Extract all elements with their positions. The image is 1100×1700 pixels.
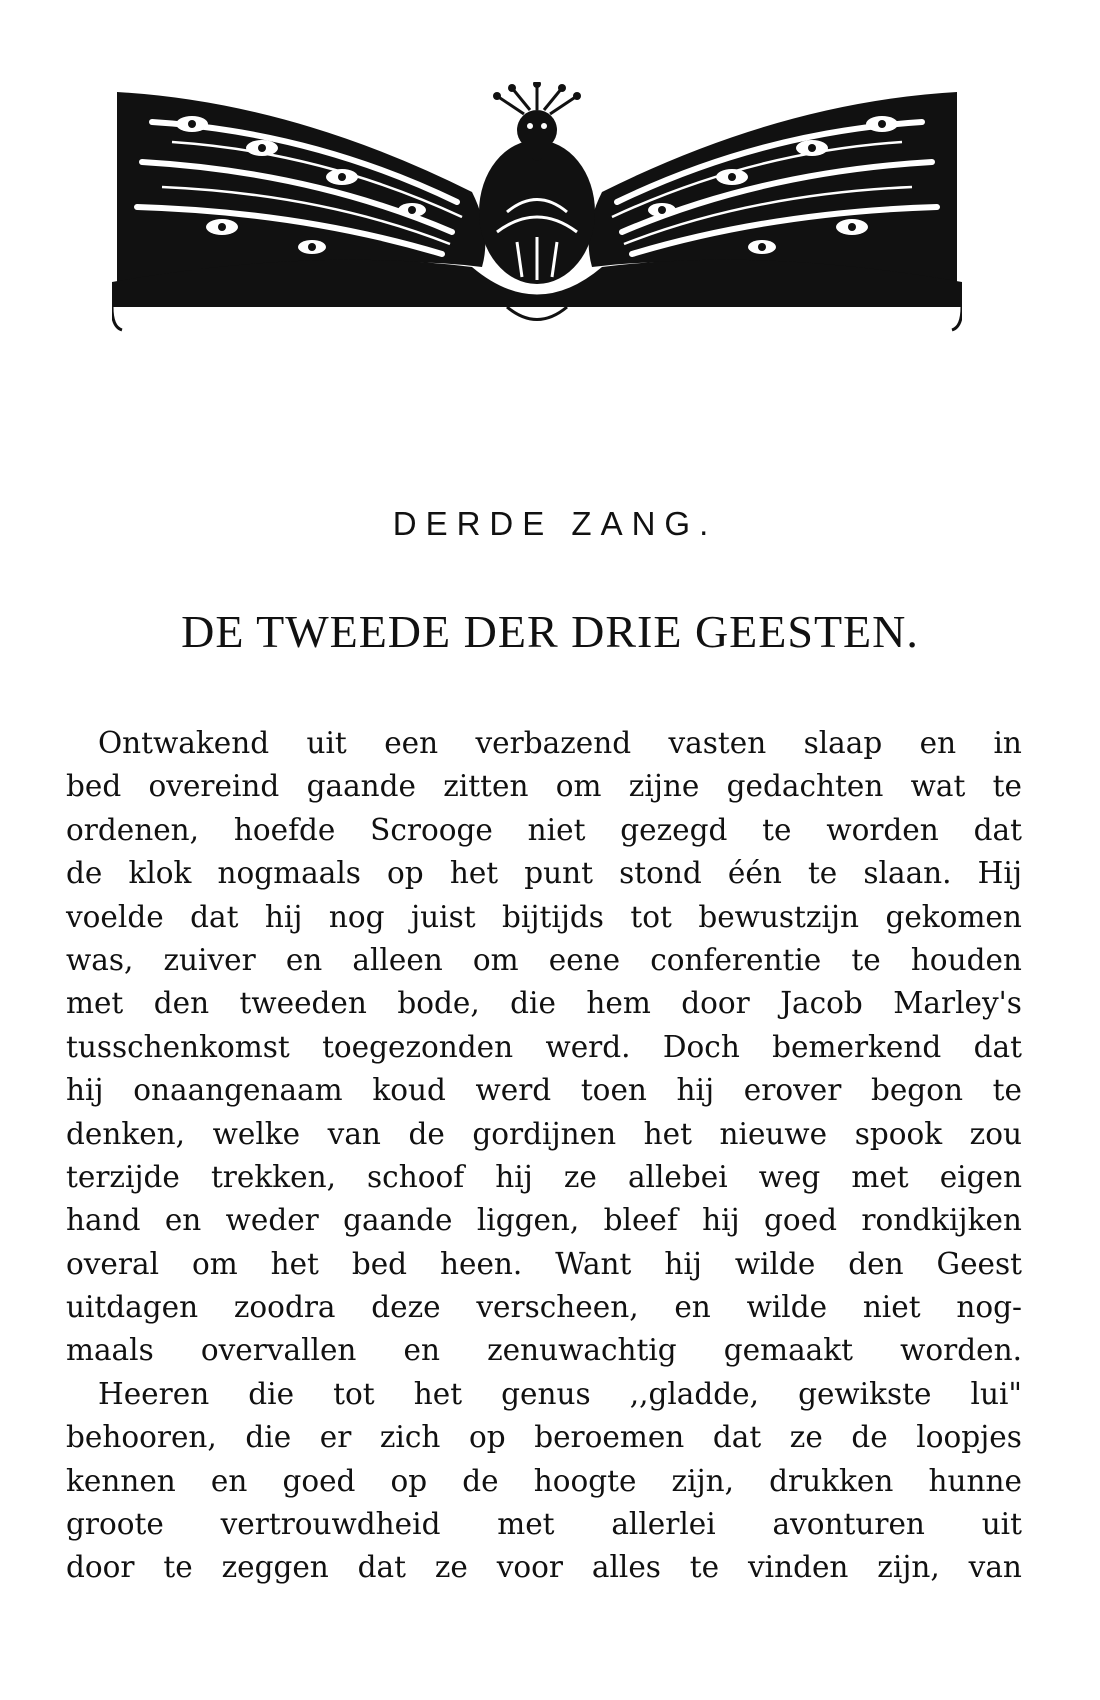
text-line: terzijde trekken, schoof hij ze allebei weg met eigen: [66, 1159, 1022, 1194]
text-line: hand en weder gaande liggen, bleef hij goed rondkijken: [66, 1203, 1022, 1238]
text-line: met den tweeden bode, die hem door Jacob Marley's: [66, 986, 1022, 1021]
text-line: uitdagen zoodra deze verscheen, en wilde niet nog-: [66, 1290, 1022, 1325]
peacock-ornament-icon: [112, 82, 962, 332]
text-line: overal om het bed heen. Want hij wilde den Geest: [66, 1246, 1022, 1281]
text-line: de klok nogmaals op het punt stond één te slaan. Hij: [66, 856, 1022, 891]
paragraph-2: [66, 1373, 1022, 1590]
paragraph-1: [66, 722, 1022, 1373]
text-line: hij onaangenaam koud werd toen hij erover begon te: [66, 1073, 1022, 1108]
text-line: ordenen, hoefde Scrooge niet gezegd te worden dat: [66, 812, 1022, 847]
chapter-title: DE TWEEDE DER DRIE GEESTEN.: [181, 606, 919, 657]
body-text: [66, 722, 1022, 1590]
text-line: denken, welke van de gordijnen het nieuwe spook zou: [66, 1116, 1022, 1151]
text-line: door te zeggen dat ze voor alles te vinden zijn, van: [66, 1550, 1022, 1585]
text-line: bed overeind gaande zitten om zijne gedachten wat te: [66, 769, 1022, 804]
text-line: maals overvallen en zenuwachtig gemaakt worden.: [66, 1333, 1022, 1368]
chapter-label: DERDE ZANG.: [392, 505, 718, 542]
text-line: voelde dat hij nog juist bijtijds tot bewustzijn gekomen: [66, 899, 1022, 934]
text-line: groote vertrouwdheid met allerlei avonturen uit: [66, 1507, 1022, 1542]
text-line: tusschenkomst toegezonden werd. Doch bemerkend dat: [66, 1029, 1022, 1064]
text-line: was, zuiver en alleen om eene conferentie te houden: [66, 942, 1022, 977]
text-line: Ontwakend uit een verbazend vasten slaap en in: [98, 726, 1022, 760]
text-line: kennen en goed op de hoogte zijn, drukken hunne: [66, 1463, 1022, 1498]
text-line: Heeren die tot het genus ,,gladde, gewikste lui": [98, 1376, 1022, 1411]
text-line: behooren, die er zich op beroemen dat ze de loopjes: [66, 1420, 1022, 1455]
